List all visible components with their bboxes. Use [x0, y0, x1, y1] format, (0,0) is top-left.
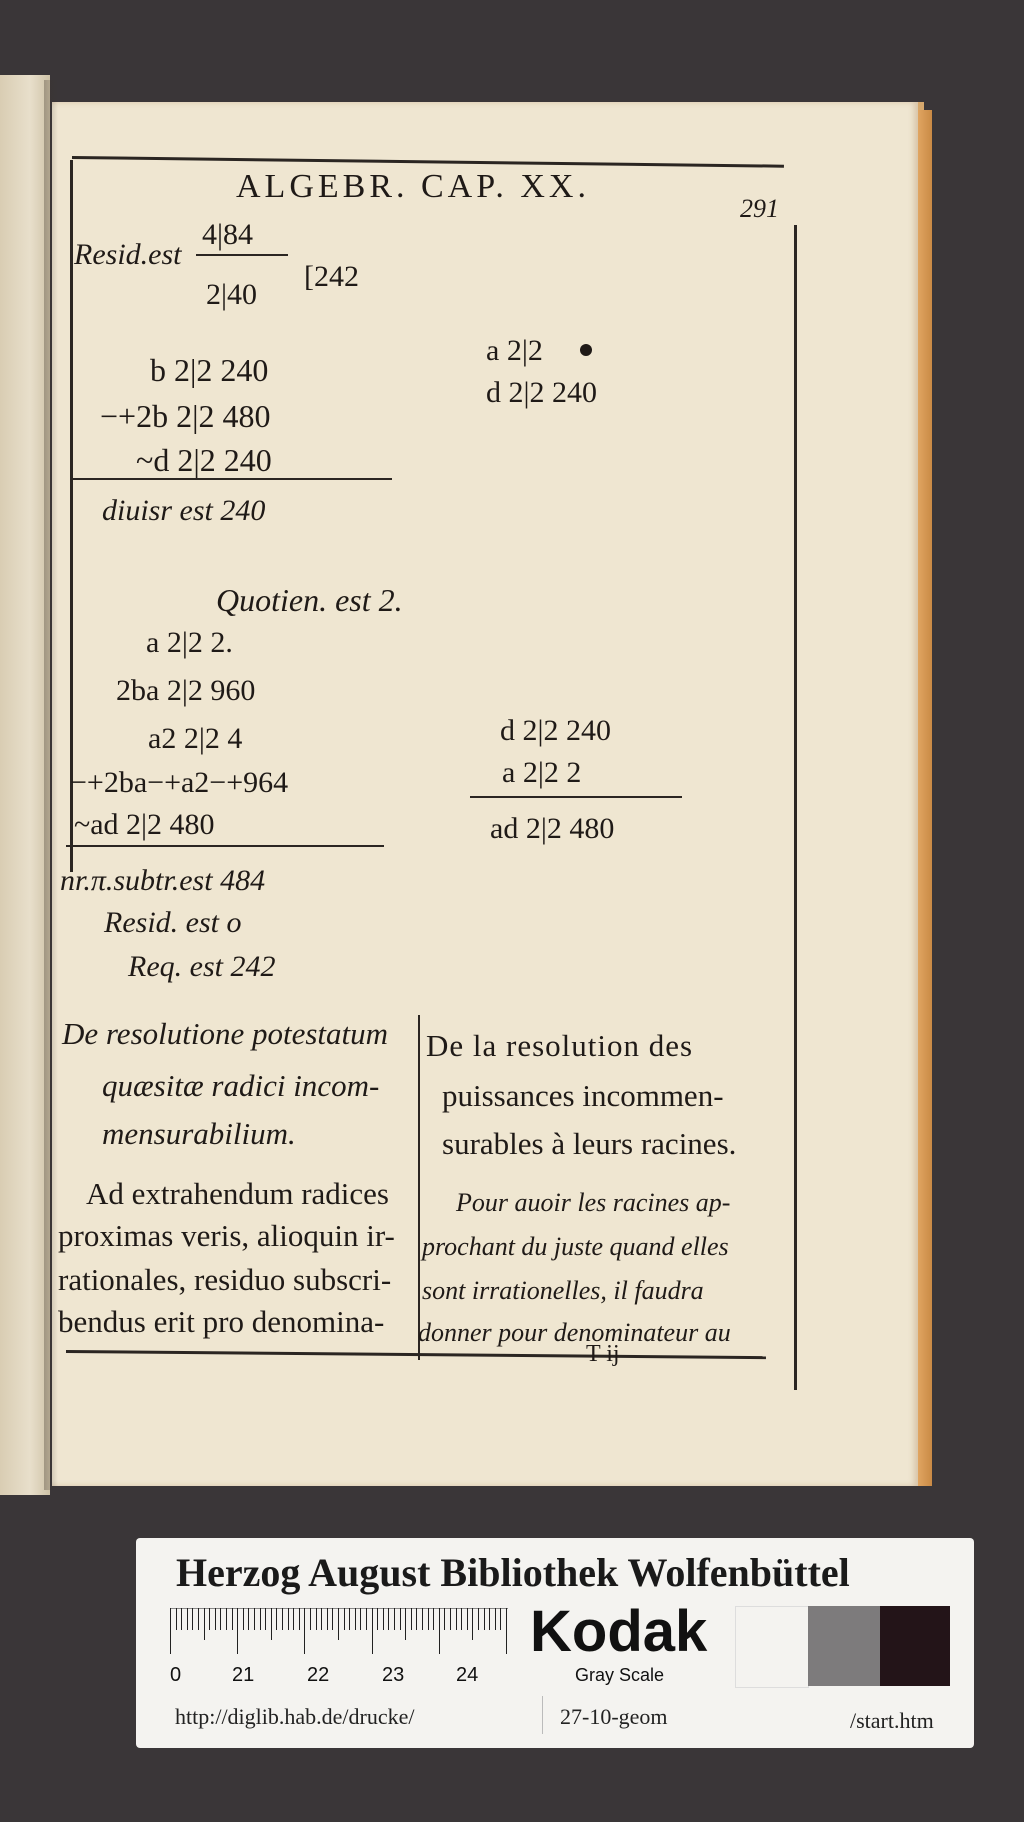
ruler-tick: [422, 1608, 423, 1630]
latin-heading-2: quæsitæ radici incom-: [102, 1068, 380, 1103]
ruler-tick: [170, 1608, 171, 1654]
ruler-tick: [271, 1608, 272, 1640]
calc-line-a2: a2 2|2 4: [148, 722, 243, 755]
french-body-1: Pour auoir les racines ap-: [456, 1188, 731, 1217]
ruler-tick: [260, 1608, 261, 1630]
french-heading-2: puissances incommen-: [442, 1078, 724, 1113]
bullet-mark: [580, 344, 592, 356]
latin-heading-1: De resolutione potestatum: [62, 1016, 389, 1051]
white-swatch: [735, 1606, 809, 1688]
ruler-tick: [478, 1608, 479, 1630]
spine-shadow: [44, 80, 58, 1490]
ruler-tick: [472, 1608, 473, 1640]
ruler-tick: [288, 1608, 289, 1630]
french-body-3: sont irrationelles, il faudra: [422, 1276, 704, 1305]
calc-line-a: a 2|2 2.: [146, 626, 233, 659]
black-swatch: [880, 1606, 950, 1686]
center-column-rule: [418, 1015, 420, 1360]
ruler-tick: [293, 1608, 294, 1630]
latin-body-4: bendus erit pro denomina-: [58, 1304, 385, 1339]
ruler-label-21: 21: [232, 1664, 255, 1686]
calc-line-b: b 2|2 240: [150, 352, 269, 388]
ruler-tick: [209, 1608, 210, 1630]
ruler-tick: [444, 1608, 445, 1630]
right-top-d: d 2|2 240: [486, 376, 598, 409]
french-body-2: prochant du juste quand elles: [422, 1232, 729, 1261]
french-heading-1: De la resolution des: [426, 1028, 694, 1063]
library-url: http://diglib.hab.de/drucke/: [175, 1704, 415, 1729]
ruler-tick: [394, 1608, 395, 1630]
gray-scale-label: Gray Scale: [575, 1665, 665, 1685]
ruler-tick: [215, 1608, 216, 1630]
ruler-tick: [187, 1608, 188, 1630]
ruler-tick: [344, 1608, 345, 1630]
ruler-tick: [299, 1608, 300, 1630]
ruler-tick: [495, 1608, 496, 1630]
ruler-tick: [198, 1608, 199, 1630]
ruler-tick: [243, 1608, 244, 1630]
resid-zero-line: Resid. est o: [104, 906, 242, 939]
french-body-4: donner pour denominateur au: [418, 1318, 731, 1347]
ruler-tick: [226, 1608, 227, 1630]
ruler-tick: [439, 1608, 440, 1654]
quotient-line: Quotien. est 2.: [216, 582, 403, 618]
ruler-tick: [411, 1608, 412, 1630]
ruler-tick: [506, 1608, 507, 1654]
resid-numerator: 4|84: [202, 218, 254, 251]
ruler-tick: [489, 1608, 490, 1630]
signature-mark: T ij: [586, 1341, 620, 1367]
right-mid-a: a 2|2 2: [502, 756, 582, 789]
start-page-path: /start.htm: [850, 1708, 934, 1733]
ruler-tick: [232, 1608, 233, 1630]
ruler-tick: [282, 1608, 283, 1630]
kodak-logo: Kodak: [530, 1599, 708, 1664]
calc-line-ad: ~ad 2|2 480: [74, 808, 215, 841]
ruler-tick: [400, 1608, 401, 1630]
ruler-tick: [484, 1608, 485, 1630]
ruler-tick: [181, 1608, 182, 1630]
ruler-tick: [500, 1608, 501, 1630]
ruler-tick: [248, 1608, 249, 1630]
resid-denominator: 2|40: [206, 278, 258, 311]
ruler-tick: [254, 1608, 255, 1630]
calc-line-2ba: 2ba 2|2 960: [116, 674, 256, 707]
ruler-tick: [450, 1608, 451, 1630]
french-heading-3: surables à leurs racines.: [442, 1126, 737, 1161]
ruler-tick: [321, 1608, 322, 1630]
ruler-tick: [456, 1608, 457, 1630]
ruler-tick: [316, 1608, 317, 1630]
shelf-code: 27-10-geom: [560, 1704, 668, 1729]
library-title: Herzog August Bibliothek Wolfenbüttel: [176, 1550, 850, 1595]
ruler-tick: [310, 1608, 311, 1630]
ruler-tick: [467, 1608, 468, 1630]
latin-heading-3: mensurabilium.: [102, 1116, 296, 1151]
ruler-tick: [338, 1608, 339, 1640]
ruler-tick: [428, 1608, 429, 1630]
ruler-tick: [237, 1608, 238, 1654]
ruler-label-0: 0: [170, 1664, 182, 1686]
resid-fraction-bar: [196, 254, 288, 256]
resid-label: Resid.est: [74, 238, 182, 271]
ruler-label-22: 22: [307, 1664, 330, 1686]
ruler-tick: [276, 1608, 277, 1630]
ruler-tick: [327, 1608, 328, 1630]
calc-line-d: ~d 2|2 240: [136, 442, 272, 478]
right-mid-d: d 2|2 240: [500, 714, 612, 747]
ruler-tick: [388, 1608, 389, 1630]
separator-rule-2: [66, 845, 384, 847]
right-top-a: a 2|2: [486, 334, 543, 367]
ruler-tick: [349, 1608, 350, 1630]
ruler-tick: [360, 1608, 361, 1630]
req-line: Req. est 242: [128, 950, 276, 983]
ruler-label-24: 24: [456, 1664, 479, 1686]
subtr-line: nr.π.subtr.est 484: [60, 864, 266, 897]
ruler-tick: [332, 1608, 333, 1630]
ruler-tick: [220, 1608, 221, 1630]
page-edge-right: [918, 110, 932, 1486]
separator-rule-1: [70, 478, 392, 480]
ruler-label-23: 23: [382, 1664, 405, 1686]
ruler-tick: [355, 1608, 356, 1630]
ruler-tick: [366, 1608, 367, 1630]
ruler-tick: [461, 1608, 462, 1630]
right-mid-ad: ad 2|2 480: [490, 812, 615, 845]
ruler-tick: [176, 1608, 177, 1630]
card-divider: [542, 1696, 543, 1734]
ruler-tick: [204, 1608, 205, 1640]
ruler-tick: [377, 1608, 378, 1630]
latin-body-2: proximas veris, alioquin ir-: [58, 1218, 395, 1253]
running-title: ALGEBR. CAP. XX.: [236, 168, 590, 205]
page-number: 291: [740, 194, 779, 223]
ruler-tick: [265, 1608, 266, 1630]
ruler-tick: [405, 1608, 406, 1640]
latin-body-3: rationales, residuo subscri-: [58, 1262, 392, 1297]
ruler-tick: [416, 1608, 417, 1630]
ruler-tick: [372, 1608, 373, 1654]
calc-line-2b: −+2b 2|2 480: [100, 398, 271, 434]
ruler-tick: [433, 1608, 434, 1630]
calc-line-sum: −+2ba−+a2−+964: [70, 766, 289, 799]
diuisor-line: diuisr est 240: [102, 494, 266, 527]
right-frame-rule: [794, 225, 797, 1390]
ruler-tick: [383, 1608, 384, 1630]
resid-bracket: [242: [304, 260, 359, 293]
previous-page-edge: [0, 75, 50, 1495]
ruler-tick: [304, 1608, 305, 1654]
ruler-tick: [192, 1608, 193, 1630]
gray-swatch: [808, 1606, 880, 1686]
separator-rule-3: [470, 796, 682, 798]
latin-body-1: Ad extrahendum radices: [86, 1176, 389, 1211]
